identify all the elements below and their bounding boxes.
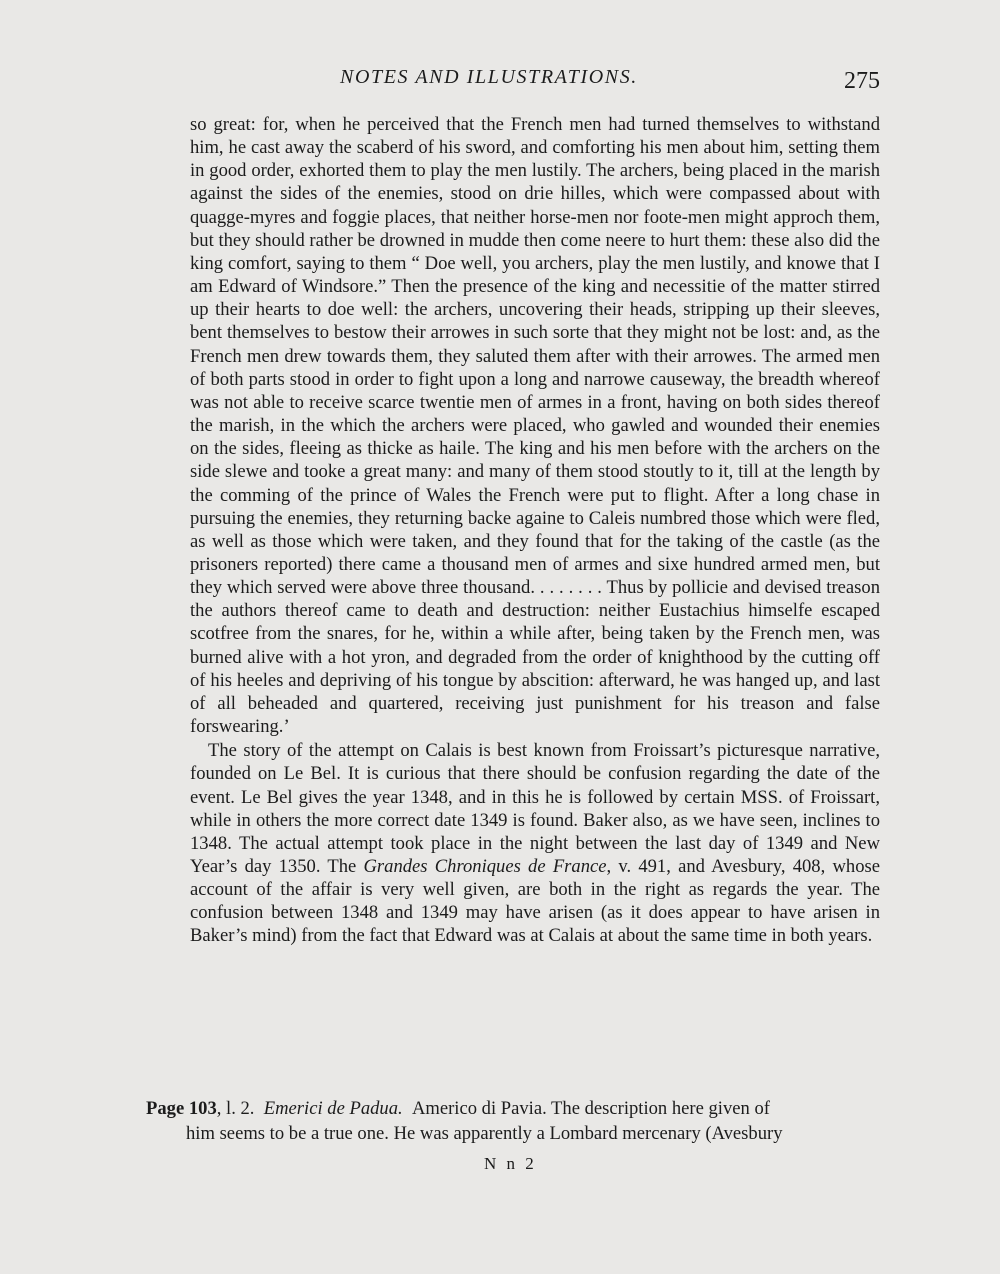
quotation-paragraph: so great: for, when he perceived that the French men had turned themselves to withstand him, he cast away the scaberd of his sword, and comforting his men about him, setting them in good order, exhorted them to play the men lustily. The archers, being placed in the marish against the sides of the enemies, stood on drie hilles, which were compassed about with quagge-myres and foggie places, that neither horse-men nor foote-men might approch them, but they should rather be drowned in mudde then come neere to hurt them: these also did the king comfort, saying to them “ Doe well, you archers, play the men lustily, and knowe that I am Edward of Windsore.” Then the presence of the king and necessitie of the matter stirred up their hearts to doe well: the archers, uncovering their heads, stripping up their sleeves, bent themselves to bestow their arrowes in such sorte that they might not be lost: and, as the French men drew towards them, they saluted them after with their arrowes. The armed men of both parts stood in order to fight upon a long and narrowe causeway, the breadth whereof was not able to receive scarce twentie men of armes in a front, having on both sides thereof the marish, in the which the archers were placed, who gawled and wounded their enemies on the sides, fleeing as thicke as haile. The king and his men before with the archers on the side slewe and tooke a great many: and many of them stood stoutly to it, till at the length by the comming of the prince of Wales the French were put to flight. After a long chase in pursuing the enemies, they returning backe againe to Caleis numbred those which were fled, as well as those which were taken, and they found that for the taking of the castle (as the prisoners reported) there came a thousand men of armes and sixe hundred armed men, but they which served were above three thousand. . . . . . . . Thus by pollicie and devised treason the authors thereof came to death and destruction: neither Eustachius himselfe escaped scotfree from the snares, for he, within a while after, being taken by the French men, was burned alive with a hot yron, and degraded from the order of knighthood by the cutting off of his heeles and depriving of his tongue by abscition: afterward, he was hanged up, and last of all beheaded and quartered, receiving just punishment for his treason and false forswearing.’ [190,114,880,738]
commentary-text-part2: , v. 491, and Avesbury, 408, whose account of the affair is very well given, are both in the right as regards the year. The confusion between 1348 and 1349 may have arisen (as it does appear to have arisen in Baker’s mind) from the fact that Edward was at Calais at about the same time in both years. [190,856,880,947]
running-head [190,64,880,104]
note-entry [146,1096,880,1146]
commentary-paragraph [190,739,880,947]
signature-mark: N n 2 [484,1154,537,1173]
note-term: Emerici de Padua. [263,1098,403,1119]
chronicle-title: Grandes Chroniques de France [363,856,607,877]
commentary-text-part1: The story of the attempt on Calais is best known from Froissart’s picturesque narrative, founded on Le Bel. It is curious that there should be confusion regarding the date of the event. Le Bel gives the year 1348, and in this he is followed by certain MSS. of Froissart, while in others the more correct date 1349 is found. Baker also, as we have seen, inclines to 1348. The actual attempt took place in the night between the last day of 1349 and New Year’s day 1350. The [190,740,880,877]
body-text [190,113,880,948]
page-number: 275 [844,68,880,94]
running-title: NOTES AND ILLUSTRATIONS. [340,66,638,88]
note-line-ref: , l. 2. [216,1098,255,1119]
note-page-ref: Page 103 [146,1098,217,1119]
note-text-line2: him seems to be a true one. He was apparently a Lombard mercenary (Avesbury [186,1123,783,1144]
note-text-line1: Americo di Pavia. The description here given of [411,1098,770,1119]
